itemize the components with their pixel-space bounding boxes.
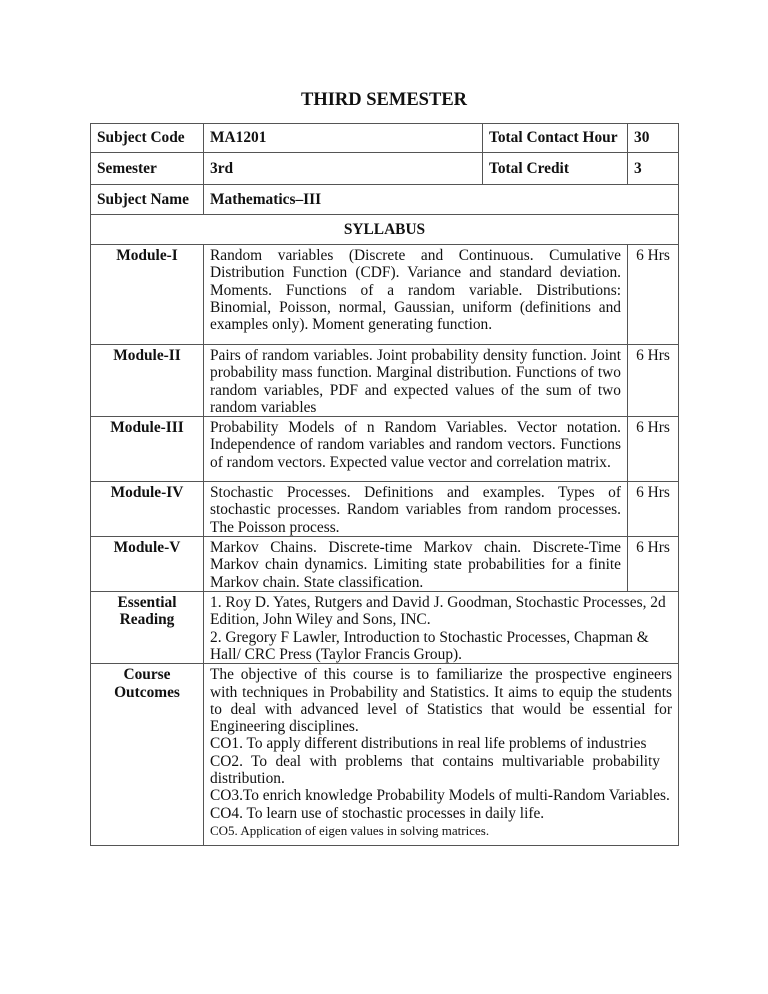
subject-name-row: [91, 185, 679, 215]
essential-reading-list: [204, 592, 679, 664]
essential-reading-label: [91, 592, 204, 664]
credit-value: 3: [628, 153, 679, 185]
course-outcome-item: CO1. To apply different distributions in real life problems of industries: [210, 735, 647, 753]
course-outcome-item: CO4. To learn use of stochastic processes in daily life.: [210, 804, 545, 822]
subject-name-label: Subject Name: [91, 185, 204, 215]
module-row: [91, 245, 679, 345]
contact-hour-value: 30: [628, 124, 679, 153]
course-outcome-item: CO3.To enrich knowledge Probability Models of multi-Random Variables.: [210, 787, 670, 805]
reading-item: 2. Gregory F Lawler, Introduction to Stochastic Processes, Chapman & Hall/ CRC Press (Taylor Francis Group).: [210, 628, 649, 663]
course-objective: The objective of this course is to familiarize the prospective engineers with techniques in Probability and Statistics. It aims to equip the students to deal with advanced level of Statistics that would be essential for Engineering disciplines.: [210, 666, 672, 736]
module-hours: 6 Hrs: [628, 537, 679, 592]
module-row: [91, 345, 679, 417]
module-name: Module-IV: [91, 482, 204, 537]
course-outcome-item: CO5. Application of eigen values in solving matrices.: [210, 822, 490, 838]
module-row: [91, 482, 679, 537]
label-line: Reading: [119, 611, 175, 629]
syllabus-table: [90, 123, 679, 846]
semester-row: [91, 153, 679, 185]
module-text: Stochastic Processes. Definitions and examples. Types of stochastic processes. Random variables from random processes. The Poisson process.: [204, 482, 628, 537]
reading-item: 1. Roy D. Yates, Rutgers and David J. Goodman, Stochastic Processes, 2d Edition, John Wiley and Sons, INC.: [210, 594, 666, 629]
module-row: [91, 537, 679, 592]
semester-label: Semester: [91, 153, 204, 185]
subject-code-label: Subject Code: [91, 124, 204, 153]
syllabus-heading: SYLLABUS: [91, 215, 679, 245]
module-hours: 6 Hrs: [628, 417, 679, 482]
label-line: Essential: [117, 594, 177, 612]
module-text: Probability Models of n Random Variables. Vector notation. Independence of random variables and random vectors. Functions of random vectors. Expected value vector and correlation matrix.: [204, 417, 628, 482]
label-line: Course: [123, 666, 171, 684]
course-outcomes-label: [91, 664, 204, 846]
module-hours: 6 Hrs: [628, 345, 679, 417]
contact-hour-label: Total Contact Hour: [483, 124, 628, 153]
course-outcomes-content: [204, 664, 679, 846]
course-outcome-item: CO2. To deal with problems that contains multivariable probability distribution.: [210, 752, 660, 788]
module-name: Module-V: [91, 537, 204, 592]
module-name: Module-II: [91, 345, 204, 417]
module-name: Module-I: [91, 245, 204, 345]
module-text: Random variables (Discrete and Continuous. Cumulative Distribution Function (CDF). Variance and standard deviation. Moments. Functions of a random variable. Distributions: Binomial, Poisson, normal, Gaussian, uniform (definitions and examples only). Moment generating function.: [204, 245, 628, 345]
label-line: Outcomes: [114, 683, 180, 701]
course-outcomes-row: [91, 664, 679, 846]
credit-label: Total Credit: [483, 153, 628, 185]
semester-value: 3rd: [204, 153, 483, 185]
module-row: [91, 417, 679, 482]
module-name: Module-III: [91, 417, 204, 482]
module-hours: 6 Hrs: [628, 245, 679, 345]
subject-code-value: MA1201: [204, 124, 483, 153]
subject-code-row: [91, 124, 679, 153]
essential-reading-row: [91, 592, 679, 664]
syllabus-heading-row: [91, 215, 679, 245]
module-text: Pairs of random variables. Joint probability density function. Joint probability mass function. Marginal distribution. Functions of two random variables, PDF and expected values of the sum of two random variables: [204, 345, 628, 417]
page-title: THIRD SEMESTER: [300, 90, 468, 110]
module-text: Markov Chains. Discrete-time Markov chain. Discrete-Time Markov chain dynamics. Limiting state probabilities for a finite Markov chain. State classification.: [204, 537, 628, 592]
subject-name-value: Mathematics–III: [204, 185, 679, 215]
module-hours: 6 Hrs: [628, 482, 679, 537]
